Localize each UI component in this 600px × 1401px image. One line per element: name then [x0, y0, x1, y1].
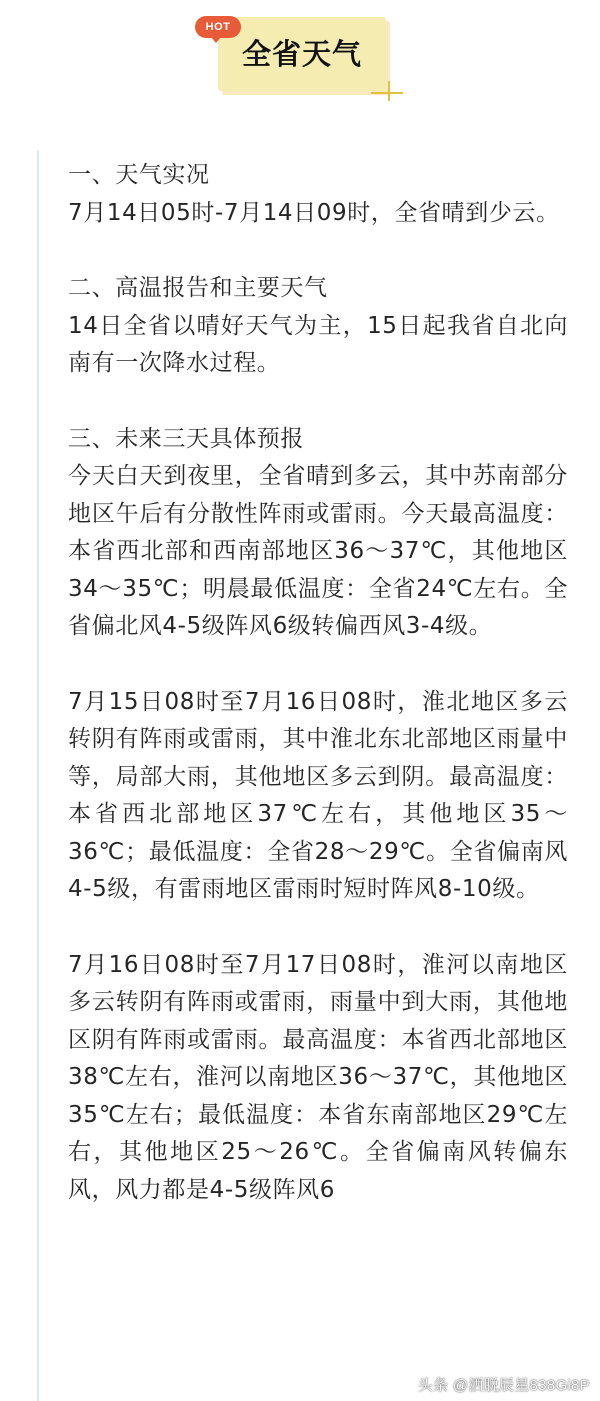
- section-forecast: [68, 421, 568, 646]
- page-title: 全省天气: [241, 37, 362, 71]
- hot-badge: HOT: [195, 16, 241, 38]
- section-paragraph: 今天白天到夜里，全省晴到多云，其中苏南部分地区午后有分散性阵雨或雷雨。今天最高温度：本省西北部和西南部地区36～37℃，其他地区34～35℃；明晨最低温度：全省24℃左右。全省偏北风4-5级阵风6级转偏西风3-4级。: [68, 463, 568, 639]
- section-paragraph: 14日全省以晴好天气为主，15日起我省自北向南有一次降水过程。: [68, 312, 568, 376]
- section-paragraph: 7月14日05时-7月14日09时，全省晴到少云。: [68, 199, 560, 226]
- section-heading: 三、未来三天具体预报: [68, 425, 304, 452]
- source-watermark: 头条 @洒脱辰星838Gi8P: [417, 1377, 590, 1394]
- section-heading: 一、天气实况: [68, 162, 210, 188]
- section-heading: 二、高温报告和主要天气: [68, 275, 328, 301]
- decorative-line-horizontal: [371, 92, 403, 94]
- section-weather-observation: [68, 157, 568, 232]
- forecast-day-2-paragraph: 7月15日08时至7月16日08时，淮北地区多云转阴有阵雨或雷雨，其中淮北东北部地区雨量中等，局部大雨，其他地区多云到阴。最高温度：本省西北部地区37℃左右，其他地区35～36℃；最低温度：全省28～29℃。全省偏南风4-5级，有雷雨地区雷雨时短时阵风8-10级。: [68, 688, 568, 902]
- decorative-line-vertical: [388, 81, 390, 101]
- quote-accent-bar: [37, 150, 39, 1401]
- section-high-temp-report: [68, 270, 568, 383]
- article-body: [68, 157, 568, 1247]
- forecast-day-3-paragraph: 7月16日08时至7月17日08时，淮河以南地区多云转阴有阵雨或雷雨，雨量中到大雨，其他地区阴有阵雨或雷雨。最高温度：本省西北部地区38℃左右，淮河以南地区36～37℃，其他地区35℃左右；最低温度：本省东南部地区29℃左右，其他地区25～26℃。全省偏南风转偏东风，风力都是4-5级阵风6: [68, 951, 568, 1203]
